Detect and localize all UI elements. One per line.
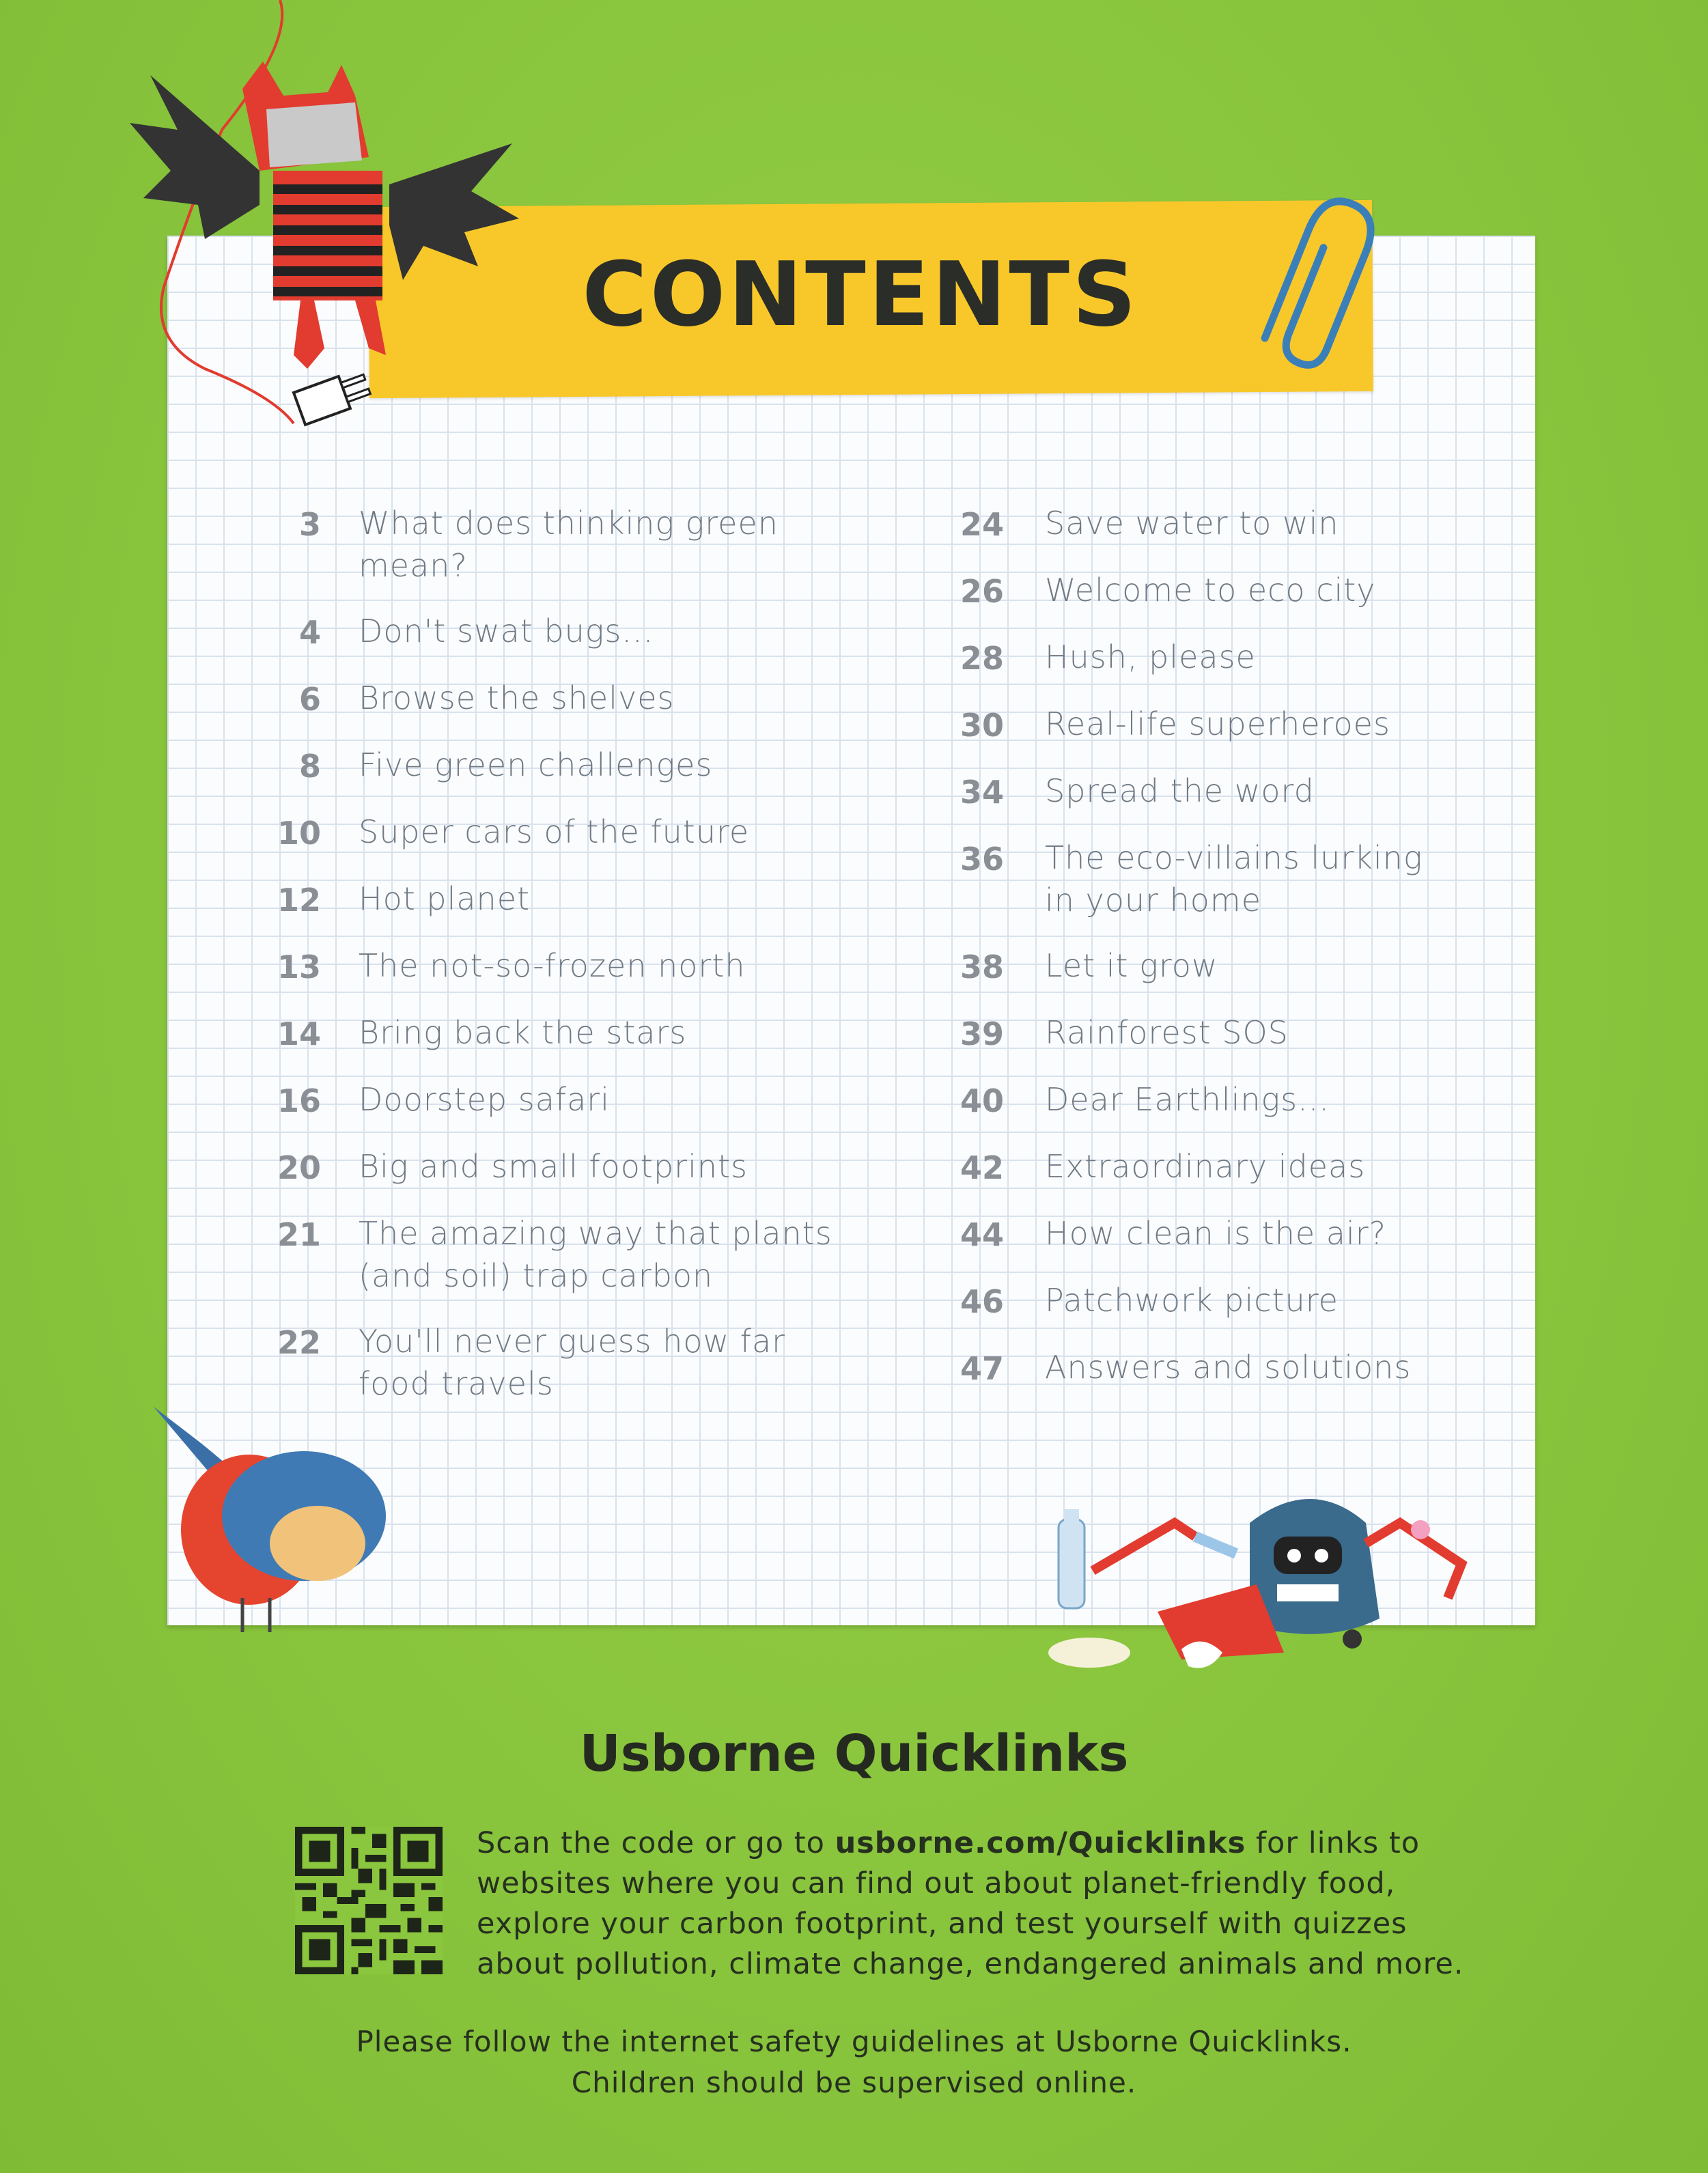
entry-title: Patchwork picture [1045,1282,1339,1319]
entry-title: Let it grow [1045,947,1218,984]
safety-line-1: Please follow the internet safety guidelines at Usborne Quicklinks. [356,2025,1352,2058]
contents-entry[interactable] [929,1346,1612,1390]
page-number: 44 [960,1216,1004,1253]
page-number: 20 [277,1149,321,1186]
entry-title: Real-life superheroes [1045,705,1390,742]
quicklinks-text-after: for links to websites where you can find out about planet-friendly food, explore your carbon footprint, and test yourself with quizzes about pollution, climate change, endangered animals and more. [477,1826,1464,1981]
page-number: 39 [960,1015,1004,1052]
entry-title: The amazing way that plants (and soil) trap carbon [359,1215,832,1294]
contents-entry[interactable] [246,1320,929,1405]
entry-title: Bring back the stars [359,1014,687,1051]
contents-entry[interactable] [246,610,929,654]
quicklinks-link[interactable]: usborne.com/Quicklinks [835,1826,1246,1860]
contents-entry[interactable] [929,1078,1612,1122]
contents-entry[interactable] [246,944,929,988]
contents-entry[interactable] [246,502,929,587]
entry-title: Browse the shelves [359,679,675,716]
page-title: CONTENTS [582,242,1139,346]
entry-title: The not-so-frozen north [359,947,746,984]
safety-line-2: Children should be supervised online. [571,2066,1137,2099]
contents-entry[interactable] [929,569,1612,613]
entry-title: The eco-villains lurking in your home [1045,839,1423,919]
contents-entry[interactable] [929,837,1612,921]
page-number: 38 [960,949,1004,985]
entry-title: Answers and solutions [1045,1349,1412,1386]
entry-title: Big and small footprints [359,1148,748,1185]
contents-entry[interactable] [929,944,1612,988]
contents-entry[interactable] [246,1011,929,1055]
page-number: 28 [960,640,1004,677]
page-number: 16 [277,1082,321,1119]
entry-title: Dear Earthlings... [1045,1081,1330,1118]
paperclip-icon [1263,184,1359,376]
contents-entry[interactable] [929,770,1612,813]
contents-left-column [246,502,929,1428]
contents-entry[interactable] [246,1145,929,1189]
entry-title: You'll never guess how far food travels [359,1323,786,1402]
quicklinks-text-before: Scan the code or go to [477,1826,835,1860]
entry-title: Super cars of the future [359,813,750,850]
safety-notice [0,2021,1708,2103]
quicklinks-description [477,1823,1467,1985]
entry-title: How clean is the air? [1045,1215,1387,1252]
contents-entry[interactable] [929,636,1612,679]
entry-title: Rainforest SOS [1045,1014,1289,1051]
entry-title: Five green challenges [359,746,713,783]
contents-entry[interactable] [929,1011,1612,1055]
page-number: 13 [277,949,321,985]
bat-villain-plug-icon [68,0,492,478]
contents-entry[interactable] [246,1212,929,1297]
page-number: 21 [277,1216,321,1253]
entry-title: What does thinking green mean? [359,505,779,584]
contents-entry[interactable] [929,1145,1612,1189]
entry-title: Don't swat bugs... [359,613,654,649]
page-number: 8 [298,748,321,785]
contents-entry[interactable] [929,1279,1612,1323]
entry-title: Hush, please [1045,639,1256,675]
contents-entry[interactable] [929,502,1612,546]
page-number: 12 [277,882,321,919]
bird-icon [147,1400,420,1639]
page-number: 30 [960,707,1004,744]
entry-title: Extraordinary ideas [1045,1148,1366,1185]
page-number: 3 [298,506,321,543]
contents-entry[interactable] [929,1212,1612,1256]
page-number: 4 [298,614,321,651]
page-number: 47 [960,1350,1004,1387]
page-number: 6 [298,681,321,718]
quicklinks-heading: Usborne Quicklinks [579,1724,1129,1783]
contents-right-column [929,502,1612,1413]
page-number: 42 [960,1149,1004,1186]
contents-entry[interactable] [246,744,929,787]
page-number: 10 [277,815,321,852]
contents-entry[interactable] [246,878,929,921]
page-number: 46 [960,1283,1004,1320]
page-number: 22 [277,1324,321,1361]
entry-title: Spread the word [1045,772,1315,809]
page-number: 40 [960,1082,1004,1119]
entry-title: Hot planet [359,880,531,917]
contents-entry[interactable] [929,703,1612,746]
page-number: 34 [960,774,1004,811]
contents-entry[interactable] [246,811,929,854]
qr-code-icon[interactable] [295,1827,443,1974]
robot-litter-icon [1024,1482,1530,1707]
page-number: 14 [277,1015,321,1052]
page-number: 24 [960,506,1004,543]
entry-title: Doorstep safari [359,1081,610,1118]
contents-entry[interactable] [246,1078,929,1122]
page-number: 26 [960,573,1004,610]
page-number: 36 [960,841,1004,878]
entry-title: Welcome to eco city [1045,572,1376,608]
contents-entry[interactable] [246,677,929,720]
entry-title: Save water to win [1045,505,1339,542]
